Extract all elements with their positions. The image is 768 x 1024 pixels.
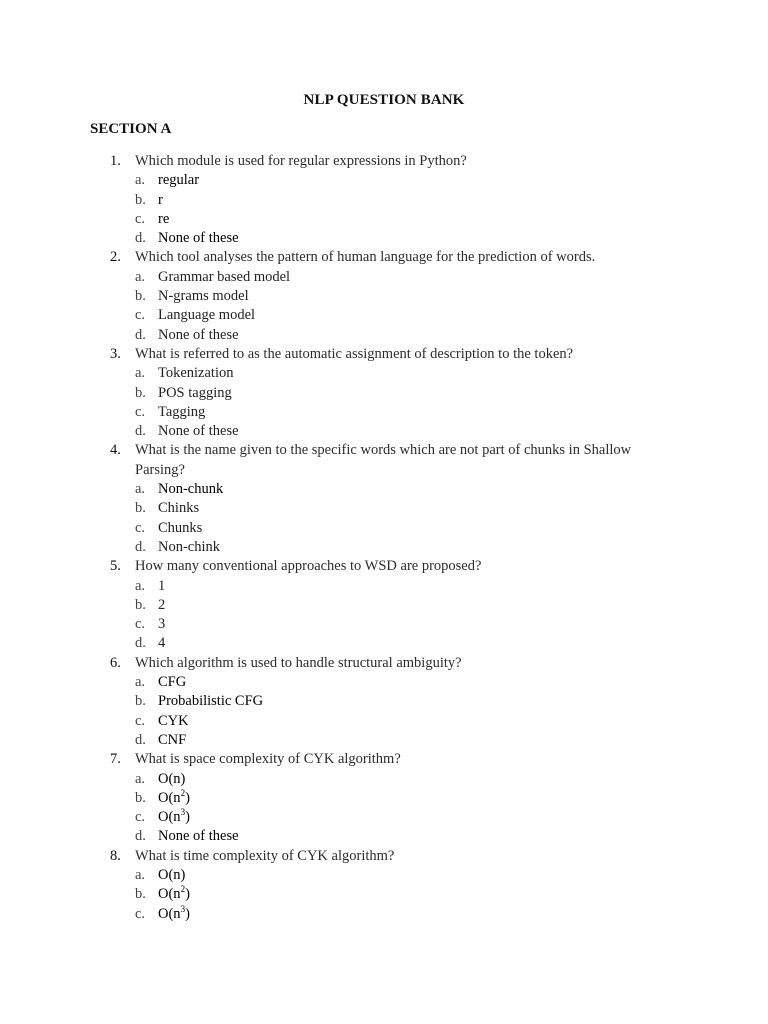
option-text: None of these bbox=[158, 230, 239, 247]
question-text: How many conventional approaches to WSD are proposed? bbox=[135, 558, 482, 575]
option-item bbox=[0, 577, 768, 596]
option-superscript: 2 bbox=[180, 787, 186, 798]
option-item bbox=[0, 480, 768, 499]
option-item bbox=[0, 615, 768, 634]
question-item bbox=[0, 152, 768, 171]
option-item bbox=[0, 538, 768, 557]
option-letter: a. bbox=[135, 268, 146, 285]
option-letter: b. bbox=[135, 191, 146, 208]
option-letter: c. bbox=[135, 307, 146, 324]
question-list bbox=[0, 152, 768, 924]
question-number: 8. bbox=[110, 847, 121, 864]
option-letter: d. bbox=[135, 423, 146, 440]
option-letter: b. bbox=[135, 693, 146, 710]
option-text: CNF bbox=[158, 731, 187, 748]
question-number: 6. bbox=[110, 654, 121, 671]
option-text: Chinks bbox=[158, 500, 200, 517]
question-text: Which algorithm is used to handle structural ambiguity? bbox=[135, 654, 462, 671]
option-item bbox=[0, 692, 768, 711]
question-item bbox=[0, 847, 768, 866]
option-item bbox=[0, 210, 768, 229]
option-letter: c. bbox=[135, 519, 146, 536]
question-item bbox=[0, 750, 768, 769]
question-text: What is time complexity of CYK algorithm? bbox=[135, 847, 395, 864]
option-letter: a. bbox=[135, 770, 146, 787]
option-text: N-grams model bbox=[158, 288, 249, 305]
option-item bbox=[0, 596, 768, 615]
option-letter: a. bbox=[135, 577, 146, 594]
option-letter: d. bbox=[135, 731, 146, 748]
option-item bbox=[0, 287, 768, 306]
option-item bbox=[0, 789, 768, 808]
option-item bbox=[0, 808, 768, 827]
option-text: $O(n^2)$ bbox=[158, 884, 190, 903]
option-item bbox=[0, 905, 768, 924]
option-text: 2 bbox=[158, 596, 166, 613]
option-item bbox=[0, 191, 768, 210]
option-item bbox=[0, 673, 768, 692]
option-letter: b. bbox=[135, 886, 146, 903]
option-item bbox=[0, 731, 768, 750]
question-text: What is the name given to the specific words which are not part of chunks in Shallow Parsing? bbox=[135, 442, 632, 478]
option-item bbox=[0, 326, 768, 345]
option-text: O(n) bbox=[158, 770, 186, 787]
option-text: None of these bbox=[158, 423, 239, 440]
option-text: 1 bbox=[158, 577, 166, 594]
option-letter: b. bbox=[135, 384, 146, 401]
option-text: $O(n^3)$ bbox=[158, 903, 190, 922]
question-text: What is referred to as the automatic assignment of description to the token? bbox=[135, 345, 574, 362]
question-number: 5. bbox=[110, 558, 121, 575]
option-item bbox=[0, 306, 768, 325]
option-letter: a. bbox=[135, 172, 146, 189]
option-letter: a. bbox=[135, 866, 146, 883]
option-text: Tagging bbox=[158, 403, 206, 420]
option-text: None of these bbox=[158, 828, 239, 845]
option-item bbox=[0, 866, 768, 885]
option-letter: d. bbox=[135, 230, 146, 247]
option-letter: d. bbox=[135, 635, 146, 652]
option-letter: c. bbox=[135, 809, 146, 826]
option-superscript: 3 bbox=[180, 807, 186, 818]
option-text: POS tagging bbox=[158, 384, 232, 401]
option-letter: b. bbox=[135, 288, 146, 305]
question-number: 4. bbox=[110, 442, 121, 459]
option-letter: c. bbox=[135, 403, 146, 420]
option-text: Tokenization bbox=[158, 365, 234, 382]
option-text: O(n) bbox=[158, 866, 186, 883]
option-item bbox=[0, 499, 768, 518]
option-letter: a. bbox=[135, 674, 146, 691]
question-item bbox=[0, 654, 768, 673]
option-item bbox=[0, 268, 768, 287]
option-text: $O(n^2)$ bbox=[158, 787, 190, 806]
option-text: regular bbox=[158, 172, 200, 189]
option-letter: b. bbox=[135, 596, 146, 613]
option-item bbox=[0, 634, 768, 653]
option-text: Non-chunk bbox=[158, 481, 224, 498]
question-item bbox=[0, 345, 768, 364]
option-text: CYK bbox=[158, 712, 189, 729]
option-text: re bbox=[158, 210, 170, 227]
option-letter: d. bbox=[135, 326, 146, 343]
question-number: 2. bbox=[110, 249, 121, 266]
option-letter: c. bbox=[135, 616, 146, 633]
option-item bbox=[0, 384, 768, 403]
option-item bbox=[0, 827, 768, 846]
option-item bbox=[0, 403, 768, 422]
option-text: Probabilistic CFG bbox=[158, 693, 264, 710]
option-letter: b. bbox=[135, 789, 146, 806]
option-letter: c. bbox=[135, 210, 146, 227]
option-item bbox=[0, 885, 768, 904]
option-text: Language model bbox=[158, 307, 256, 324]
option-item bbox=[0, 770, 768, 789]
option-item bbox=[0, 519, 768, 538]
option-text: Non-chink bbox=[158, 538, 221, 555]
option-text: Chunks bbox=[158, 519, 203, 536]
option-text: 4 bbox=[158, 635, 166, 652]
section-title: SECTION A bbox=[90, 121, 172, 137]
option-item bbox=[0, 422, 768, 441]
question-number: 1. bbox=[110, 153, 121, 169]
option-item bbox=[0, 229, 768, 248]
option-letter: c. bbox=[135, 905, 146, 922]
option-letter: a. bbox=[135, 481, 146, 498]
question-number: 3. bbox=[110, 345, 121, 362]
option-item bbox=[0, 171, 768, 190]
option-letter: d. bbox=[135, 538, 146, 555]
option-text: 3 bbox=[158, 616, 166, 633]
option-superscript: 2 bbox=[180, 884, 186, 895]
option-text: r bbox=[158, 191, 163, 208]
option-text: $O(n^3)$ bbox=[158, 807, 190, 826]
option-letter: a. bbox=[135, 365, 146, 382]
option-text: None of these bbox=[158, 326, 239, 343]
question-item bbox=[0, 441, 768, 480]
option-letter: c. bbox=[135, 712, 146, 729]
question-item bbox=[0, 557, 768, 576]
option-letter: b. bbox=[135, 500, 146, 517]
page-title: NLP QUESTION BANK bbox=[303, 92, 465, 108]
question-text: Which module is used for regular expressions in Python? bbox=[135, 153, 467, 169]
question-text: Which tool analyses the pattern of human language for the prediction of words. bbox=[135, 249, 596, 266]
question-item bbox=[0, 248, 768, 267]
option-letter: d. bbox=[135, 828, 146, 845]
option-item bbox=[0, 712, 768, 731]
question-number: 7. bbox=[110, 751, 121, 768]
option-text: Grammar based model bbox=[158, 268, 291, 285]
option-item bbox=[0, 364, 768, 383]
option-superscript: 3 bbox=[180, 903, 186, 914]
option-text: CFG bbox=[158, 674, 187, 691]
question-text: What is space complexity of CYK algorithm? bbox=[135, 751, 401, 768]
